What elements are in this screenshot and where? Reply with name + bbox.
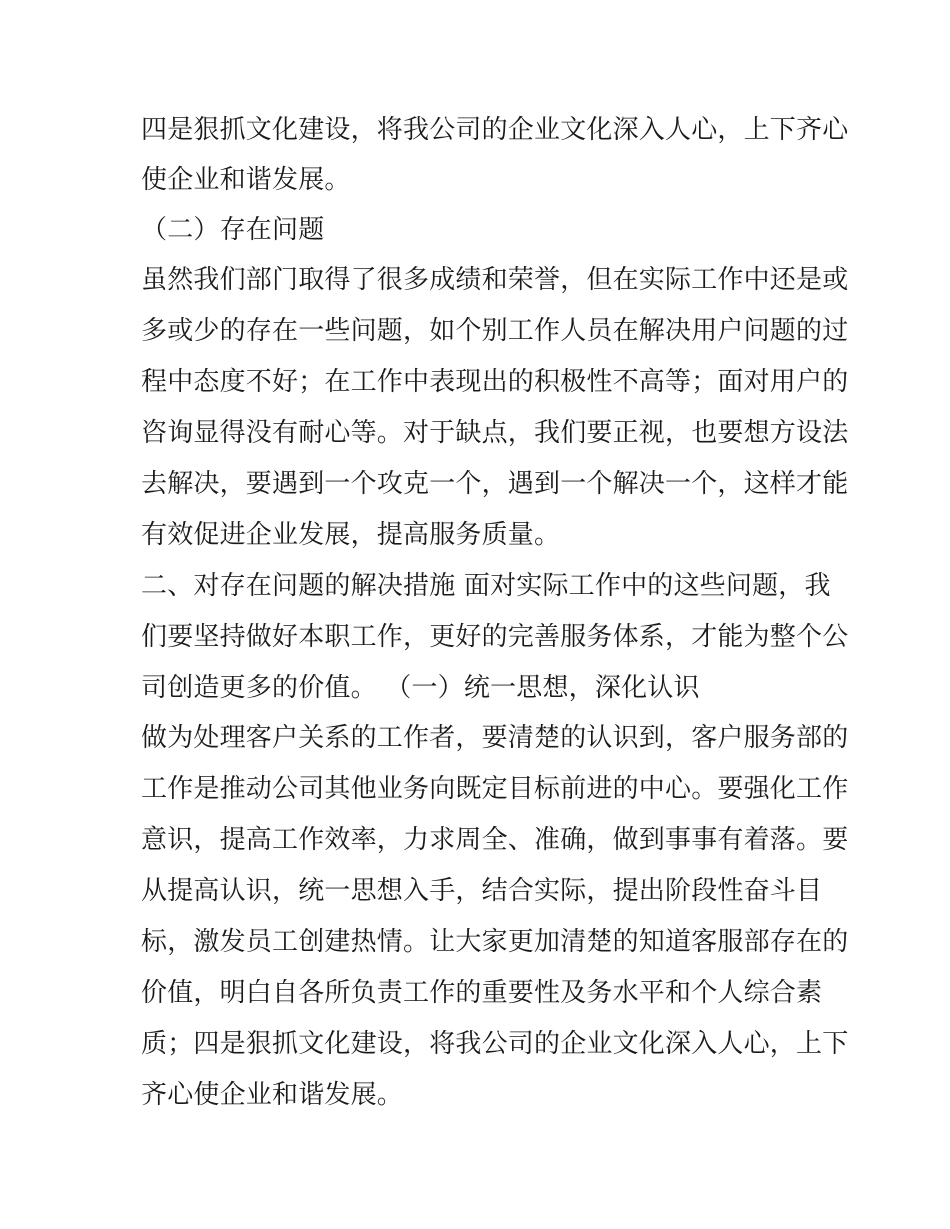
text-line: 程中态度不好；在工作中表现出的积极性不高等；面对用户的 <box>141 367 849 397</box>
text-line: 咨询显得没有耐心等。对于缺点，我们要正视，也要想方设法 <box>141 418 849 448</box>
section-heading: （二）存在问题 <box>141 215 325 245</box>
text-line: 做为处理客户关系的工作者，要清楚的认识到，客户服务部的 <box>141 723 849 753</box>
text-line: 使企业和谐发展。 <box>141 165 351 195</box>
text-line: 质；四是狠抓文化建设，将我公司的企业文化深入人心，上下 <box>141 1029 849 1059</box>
text-line: 意识，提高工作效率，力求周全、准确，做到事事有着落。要 <box>141 825 849 855</box>
text-line: 去解决，要遇到一个攻克一个，遇到一个解决一个，这样才能 <box>141 469 849 499</box>
text-line: 从提高认识，统一思想入手，结合实际，提出阶段性奋斗目 <box>141 876 823 906</box>
text-line: 司创造更多的价值。 （一）统一思想，深化认识 <box>141 673 700 703</box>
text-line: 四是狠抓文化建设，将我公司的企业文化深入人心，上下齐心 <box>141 115 849 145</box>
text-line: 标，激发员工创建热情。让大家更加清楚的知道客服部存在的 <box>141 927 849 957</box>
text-line: 价值，明白自各所负责工作的重要性及务水平和个人综合素 <box>141 978 823 1008</box>
text-line: 二、对存在问题的解决措施 面对实际工作中的这些问题，我 <box>141 571 831 601</box>
text-line: 多或少的存在一些问题，如个别工作人员在解决用户问题的过 <box>141 316 849 346</box>
text-line: 有效促进企业发展，提高服务质量。 <box>141 520 561 550</box>
text-line: 们要坚持做好本职工作，更好的完善服务体系，才能为整个公 <box>141 622 849 652</box>
text-line: 工作是推动公司其他业务向既定目标前进的中心。要强化工作 <box>141 774 849 804</box>
text-line: 虽然我们部门取得了很多成绩和荣誉，但在实际工作中还是或 <box>141 265 849 295</box>
text-line: 齐心使企业和谐发展。 <box>141 1080 404 1110</box>
